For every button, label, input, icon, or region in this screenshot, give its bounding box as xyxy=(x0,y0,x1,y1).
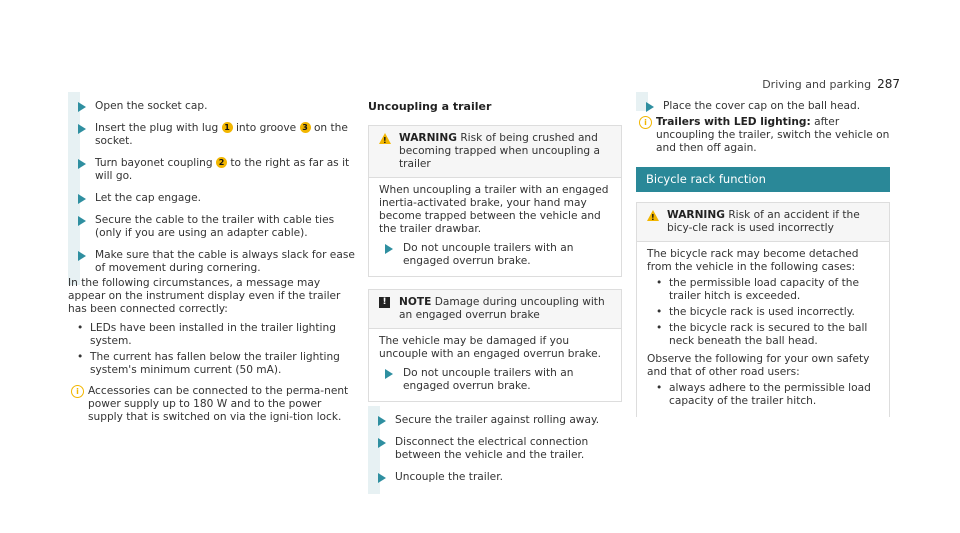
step-arrow-icon xyxy=(78,251,86,261)
warning-icon xyxy=(379,133,391,144)
list-item: • the permissible load capacity of the trailer hitch is exceeded. xyxy=(647,277,879,303)
info-icon: i xyxy=(71,385,84,398)
step-turn-coupling: Turn bayonet coupling 2 to the right as far as it will go. xyxy=(68,157,358,183)
step-arrow-icon xyxy=(78,124,86,134)
step-arrow-icon xyxy=(78,194,86,204)
step-open-cap xyxy=(68,100,358,113)
section-banner: Bicycle rack function xyxy=(636,167,890,192)
badge-1: 1 xyxy=(222,122,233,133)
step-arrow-icon xyxy=(378,416,386,426)
page-number: 287 xyxy=(877,77,900,91)
circumstances-paragraph: In the following circumstances, a message may appear on the instrument display even if the trailer has been connected correctly: xyxy=(68,277,341,315)
warning-box: ! WARNING Risk of an accident if the bicy-cle rack is used incorrectly The bicycle rack may become detached from the vehicle in the following cases: • the permissible load capacity of the trailer hitch is exceeded. • the bicycle rack is used incorrectly. • the bicycle rack is secured to the ball neck beneath the ball head. Observe the following for your own safety and that of other road users: • always adhere to the permissible load capacity of the trailer hitch. xyxy=(636,202,890,417)
step-no-uncouple: Do not uncouple trailers with an engaged overrun brake. xyxy=(379,242,611,268)
step-cable-slack: Make sure that the cable is always slack for ease of movement during cornering. xyxy=(68,249,358,275)
list-item: • always adhere to the permissible load capacity of the trailer hitch. xyxy=(647,382,879,408)
tip-accessories: i Accessories can be connected to the perma-nent power supply up to 180 W and to the power supply that is switched on via the igni-tion lock. xyxy=(68,385,358,424)
step-secure-trailer: Secure the trailer against rolling away. xyxy=(368,414,622,427)
step-uncouple: Uncouple the trailer. xyxy=(368,471,622,484)
column-3 xyxy=(636,100,890,429)
column-1 xyxy=(68,100,358,424)
step-arrow-icon xyxy=(78,216,86,226)
step-disconnect: Disconnect the electrical connection between the vehicle and the trailer. xyxy=(368,436,622,462)
step-arrow-icon xyxy=(378,438,386,448)
step-no-uncouple: Do not uncouple trailers with an engaged overrun brake. xyxy=(379,367,611,393)
section-heading: Uncoupling a trailer xyxy=(368,100,492,113)
step-arrow-icon xyxy=(646,102,654,112)
step-insert-plug: Insert the plug with lug 1 into groove 3 on the socket. xyxy=(68,122,358,148)
warning-icon xyxy=(647,210,659,221)
list-item: • the bicycle rack is used incorrectly. xyxy=(647,306,879,319)
badge-2: 2 xyxy=(216,157,227,168)
step-secure-cable: Secure the cable to the trailer with cable ties (only if you are using an adapter cable). xyxy=(68,214,358,240)
step-arrow-icon xyxy=(78,159,86,169)
step-text: Open the socket cap. xyxy=(95,100,208,112)
warning-box: ! WARNING Risk of being crushed and becoming trapped when uncoupling a trailer When uncoupling a trailer with an engaged inertia-activated brake, your hand may become trapped between the vehicle and the trailer drawbar. Do not uncouple trailers with an engaged overrun brake. xyxy=(368,125,622,277)
note-icon: ! xyxy=(379,297,390,308)
list-item: • LEDs have been installed in the trailer lighting system. xyxy=(68,322,358,348)
step-arrow-icon xyxy=(378,473,386,483)
badge-3: 3 xyxy=(300,122,311,133)
column-2 xyxy=(368,100,622,493)
section-title: Driving and parking xyxy=(762,78,872,91)
list-item: • the bicycle rack is secured to the ball neck beneath the ball head. xyxy=(647,322,879,348)
step-arrow-icon xyxy=(385,369,393,379)
page-header xyxy=(762,78,900,91)
step-arrow-icon xyxy=(78,102,86,112)
step-cap-engage: Let the cap engage. xyxy=(68,192,358,205)
step-arrow-icon xyxy=(385,244,393,254)
note-box: ! NOTE Damage during uncoupling with an engaged overrun brake The vehicle may be damaged if you uncouple with an engaged overrun brake. Do not uncouple trailers with an engaged overrun brake. xyxy=(368,289,622,402)
step-place-cover: Place the cover cap on the ball head. xyxy=(636,100,890,113)
list-item: • The current has fallen below the trailer lighting system's minimum current (50 mA). xyxy=(68,351,358,377)
info-icon: i xyxy=(639,116,652,129)
tip-led: i Trailers with LED lighting: after uncoupling the trailer, switch the vehicle on and then off again. xyxy=(636,116,890,155)
